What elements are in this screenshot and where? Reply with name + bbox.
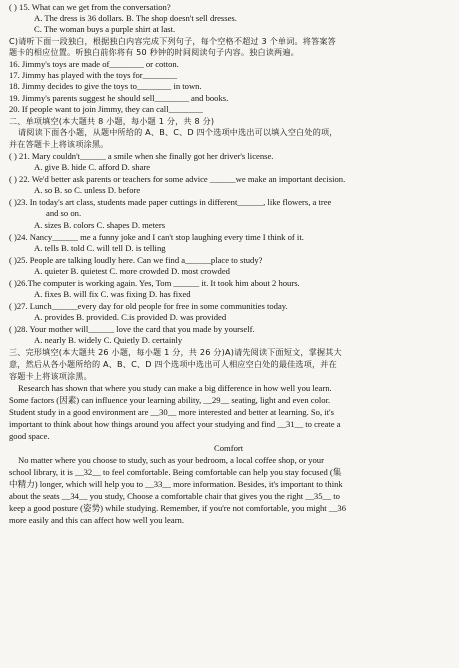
q23-options: A. sizes B. colors C. shapes D. meters [34,220,166,230]
question-23: ( )23. In today's art class, students made paper cuttings in different______, like flowers, a tree [9,197,332,207]
question-23-cont: and so on. [46,208,82,218]
question-28: ( )28. Your mother will______ love the card that you made by yourself. [9,324,255,334]
section-3-heading: 三、完形填空(本大题共 26 小题，每小题 1 分，共 26 分)A)请先阅读下面短文，掌握其大 [9,347,342,357]
question-21: ( ) 21. Mary couldn't______ a smile when she finally got her driver's license. [9,151,274,161]
q24-options: A. tells B. told C. will tell D. is telling [34,243,166,253]
passage-line-5: good space. [9,431,50,441]
q25-options: A. quieter B. quietest C. more crowded D. most crowded [34,266,230,276]
question-15: ( ) 15. What can we get from the conversation? [9,2,171,12]
question-18: 18. Jimmy decides to give the toys to________ in town. [9,81,202,91]
passage-subtitle: Comfort [214,443,244,453]
question-27: ( )27. Lunch______every day for old people for free in some communities today. [9,301,288,311]
section-c-instruction-2: 题卡的相应位置。听独白前你将有 50 秒钟的时间阅读句子内容。独白读两遍。 [9,47,299,57]
q26-options: A. fixes B. will fix C. was fixing D. has fixed [34,289,191,299]
q15-options-ab: A. The dress is 36 dollars. B. The shop doesn't sell dresses. [34,13,237,23]
question-16: 16. Jimmy's toys are made of________ or cotton. [9,59,179,69]
section-c-instruction-1: C)请听下面一段独白，根据独白内容完成下列句子，每个空格不超过 3 个单词。将答案答 [9,36,336,46]
passage-line-11: more easily and this can affect how well you learn. [9,515,184,525]
passage-line-10: keep a good posture (姿势) while studying. Remember, if you're not comfortable, you might __36 [9,503,347,513]
q15-option-c: C. The woman buys a purple shirt at last. [34,24,176,34]
section-3-instruction-1: 意，然后从各小题所给的 A、B、C、D 四个选项中选出可人相应空白处的最佳选项，并在 [9,359,337,369]
q22-options: A. so B. so C. unless D. before [34,185,141,195]
q28-options: A. nearly B. widely C. Quietly D. certainly [34,335,183,345]
question-25: ( )25. People are talking loudly here. Can we find a______place to study? [9,255,263,265]
question-22: ( ) 22. We'd better ask parents or teachers for some advice ______we make an important decision. [9,174,346,184]
q27-options: A. provides B. provided. C.is provided D. was provided [34,312,227,322]
passage-line-6: No matter where you choose to study, such as your bedroom, a local coffee shop, or your [18,455,324,465]
passage-line-9: about the seats __34__ you study, Choose a comfortable chair that gives you the right __35__ to [9,491,340,501]
passage-line-7: school library, it is __32__ to feel comfortable. Being comfortable can help you stay focused (集 [9,467,342,477]
question-19: 19. Jimmy's parents suggest he should sell________ and books. [9,93,229,103]
section-2-instruction-2: 并在答题卡上将该项涂黑。 [9,139,109,149]
question-26: ( )26.The computer is working again. Yes, Tom ______ it. It took him about 2 hours. [9,278,300,288]
section-2-instruction-1: 请阅读下面各小题，从题中所给的 A、B、C、D 四个选项中选出可以填入空白处的项， [18,127,338,137]
question-20: 20. If people want to join Jimmy, they can call________ [9,104,203,114]
passage-line-3: Student study in a good environment are __30__ more interested and better at learning. So, it's [9,407,334,417]
question-24: ( )24. Nancy______ me a funny joke and I can't stop laughing every time I think of it. [9,232,304,242]
passage-line-4: important to think about how things around you affect your studying and find __31__ to create a [9,419,341,429]
passage-line-8: 中精力) longer, which will help you to __33__ more information. Besides, it's important to think [9,479,343,489]
section-2-heading: 二、单项填空(本大题共 8 小题，每小题 1 分，共 8 分) [9,116,215,126]
question-17: 17. Jimmy has played with the toys for________ [9,70,178,80]
passage-line-2: Some factors (因素) can influence your learning ability, __29__ seating, light and even color. [9,395,331,405]
q21-options: A. give B. hide C. afford D. share [34,162,151,172]
passage-line-1: Research has shown that where you study can make a big difference in how well you learn. [18,383,332,393]
section-3-instruction-2: 容题卡上将该项涂黑。 [9,371,92,381]
